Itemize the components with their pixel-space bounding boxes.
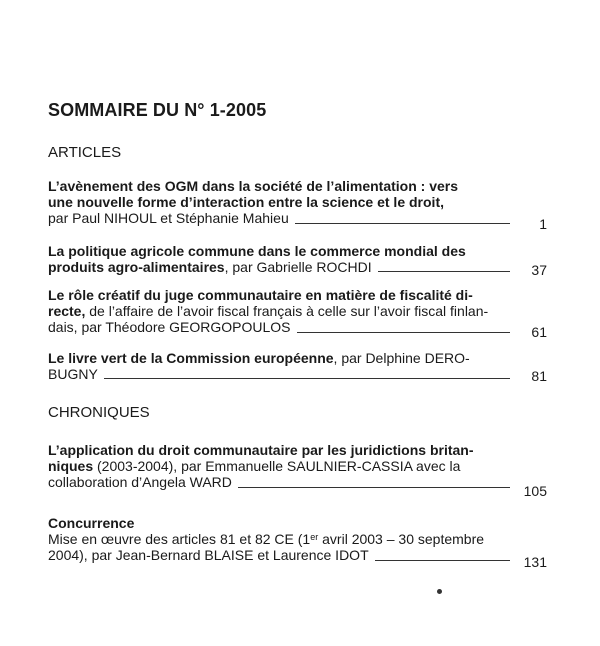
entry-authors: par Paul NIHOUL et Stéphanie Mahieu <box>48 210 289 227</box>
entry-title: L’application du droit communautaire par les juridictions britan- <box>48 442 474 458</box>
toc-entry[interactable] <box>48 442 510 491</box>
dot-leader <box>238 487 510 488</box>
entry-title: Le rôle créatif du juge communautaire en matière de fiscalité di- <box>48 287 473 303</box>
entry-authors: collaboration d’Angela WARD <box>48 474 232 491</box>
entry-last-line <box>48 366 510 382</box>
entry-authors: (2003-2004), par Emmanuelle SAULNIER-CASSIA avec la <box>93 458 461 475</box>
entry-title: produits agro-alimentaires <box>48 259 225 276</box>
dot-leader <box>295 223 510 224</box>
entry-line <box>48 515 510 531</box>
entry-line <box>48 531 510 547</box>
entry-last-line <box>48 474 510 490</box>
entry-last-line <box>48 547 510 563</box>
entry-heading: Concurrence <box>48 515 135 531</box>
entry-authors: dais, par Théodore GEORGOPOULOS <box>48 319 291 336</box>
entry-title: avril 2003 – 30 septembre <box>318 531 485 548</box>
dot-leader <box>104 378 510 379</box>
entry-line <box>48 287 510 303</box>
entry-title: une nouvelle forme d’interaction entre la science et le droit, <box>48 194 444 211</box>
entry-line <box>48 458 510 474</box>
toc-entry[interactable] <box>48 243 510 275</box>
entry-title: Mise en œuvre des articles 81 et 82 CE (1 <box>48 531 311 548</box>
entry-line <box>48 194 510 210</box>
entry-title: recte, <box>48 303 86 320</box>
dot-leader <box>297 332 510 333</box>
entry-authors: , par Delphine DERO- <box>333 350 470 366</box>
entry-subtitle: de l’affaire de l’avoir fiscal français à celle sur l’avoir fiscal finlan- <box>85 303 489 320</box>
entry-last-line <box>48 319 510 335</box>
dot-leader <box>375 560 510 561</box>
entry-last-line <box>48 259 510 275</box>
entry-line <box>48 350 510 366</box>
entry-authors: BUGNY <box>48 366 98 383</box>
section-heading-chroniques: CHRONIQUES <box>48 404 150 421</box>
dot-leader <box>378 271 510 272</box>
page-title: SOMMAIRE DU N° 1-2005 <box>48 100 267 120</box>
page-number: 81 <box>531 368 547 384</box>
page-number: 37 <box>531 262 547 278</box>
toc-entry[interactable] <box>48 350 510 382</box>
toc-entry[interactable] <box>48 178 510 227</box>
entry-title: L’avènement des OGM dans la société de l’alimentation : vers <box>48 178 459 194</box>
entry-line <box>48 243 510 259</box>
page-number: 131 <box>523 554 547 570</box>
section-heading-articles: ARTICLES <box>48 144 122 161</box>
page-number: 105 <box>523 483 547 499</box>
entry-last-line <box>48 210 510 226</box>
superscript: er <box>310 532 319 543</box>
page-number: 1 <box>539 216 547 232</box>
scan-speck <box>437 589 442 594</box>
entry-authors: , par Gabrielle ROCHDI <box>224 259 372 276</box>
toc-entry[interactable] <box>48 515 510 564</box>
entry-authors: 2004), par Jean-Bernard BLAISE et Laurence IDOT <box>48 547 369 564</box>
entry-line <box>48 178 510 194</box>
entry-title: La politique agricole commune dans le commerce mondial des <box>48 243 466 259</box>
entry-title: Le livre vert de la Commission européenne <box>48 350 334 366</box>
entry-line <box>48 442 510 458</box>
toc-entry[interactable] <box>48 287 510 336</box>
entry-title: niques <box>48 458 94 475</box>
entry-line <box>48 303 510 319</box>
page-number: 61 <box>531 324 547 340</box>
